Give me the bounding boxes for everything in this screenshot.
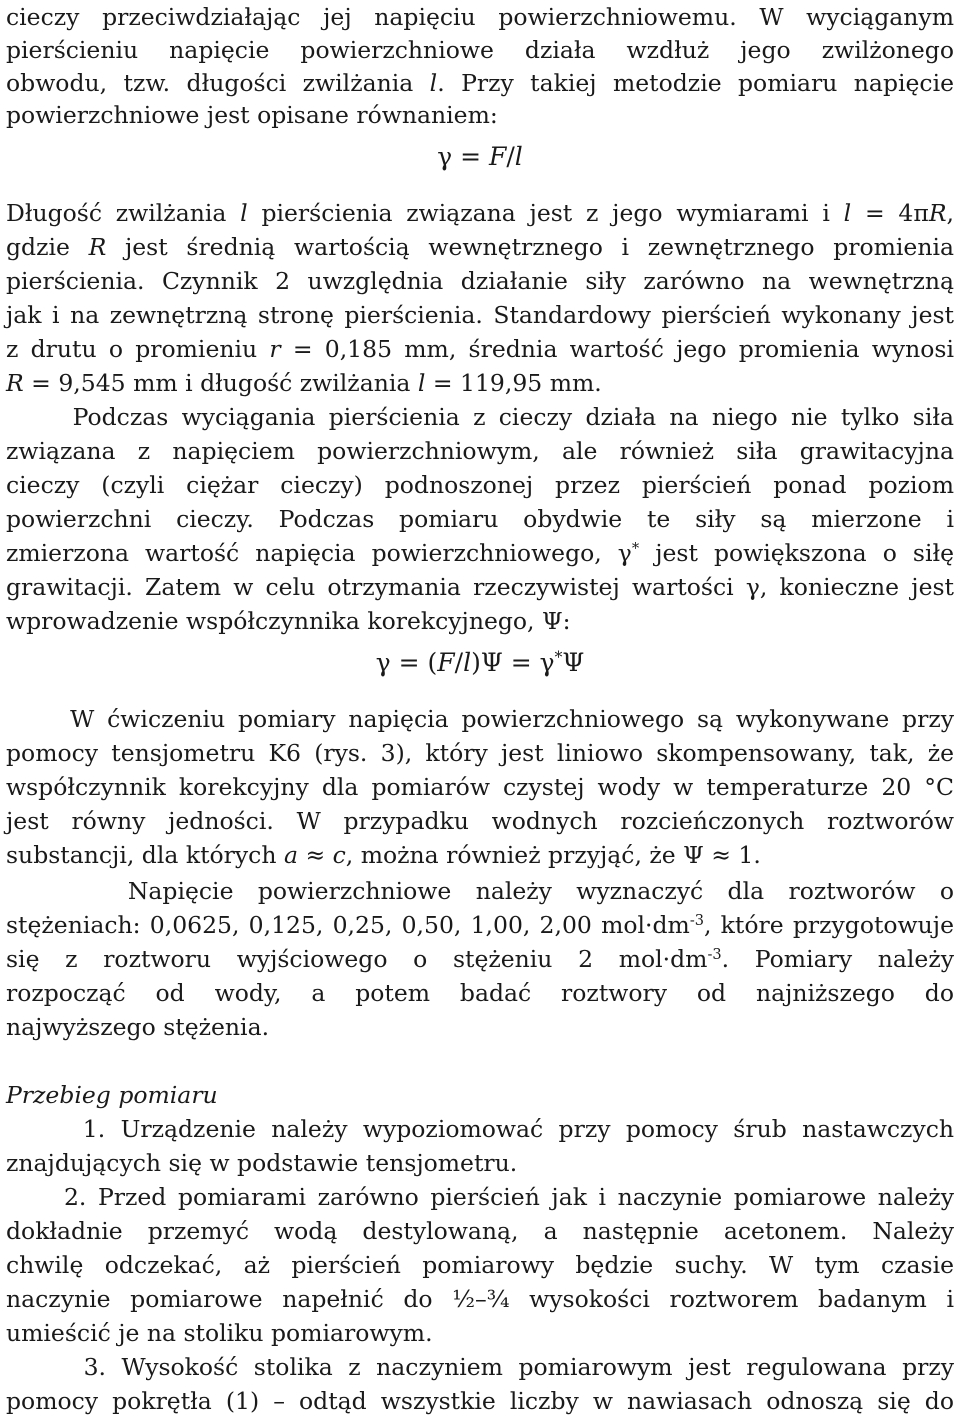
text-line: obwodu, tzw. długości zwilżania l. Przy takiej metodzie pomiaru napięcie <box>6 69 954 97</box>
text-line: znajdujących się w podstawie tensjometru. <box>6 1149 518 1177</box>
equation: γ = F/l <box>437 142 523 171</box>
text-line: z drutu o promieniu r = 0,185 mm, średnia wartość jego promienia wynosi <box>6 335 954 363</box>
text-line: powierzchniowe jest opisane równaniem: <box>6 101 498 129</box>
text-line: Długość zwilżania l pierścienia związana jest z jego wymiarami i l = 4πR, <box>6 199 954 227</box>
text-line: powierzchni cieczy. Podczas pomiaru obydwie te siły są mierzone i <box>6 505 954 533</box>
text-line: pierścieniu napięcie powierzchniowe działa wzdłuż jego zwilżonego <box>6 36 954 64</box>
text-line: rozpocząć od wody, a potem badać roztwory od najniższego do <box>6 979 954 1007</box>
text-line: pierścienia. Czynnik 2 uwzględnia działanie siły zarówno na wewnętrzną <box>6 267 954 295</box>
text-line: chwilę odczekać, aż pierścień pomiarowy będzie suchy. W tym czasie <box>6 1251 954 1279</box>
text-line: 3. Wysokość stolika z naczyniem pomiarowym jest regulowana przy <box>6 1353 954 1381</box>
text-line: najwyższego stężenia. <box>6 1013 270 1041</box>
text-line: naczynie pomiarowe napełnić do ½–¾ wysokości roztworem badanym i <box>6 1285 954 1313</box>
text-line: W ćwiczeniu pomiary napięcia powierzchniowego są wykonywane przy <box>6 705 954 733</box>
text-line: pomocy pokrętła (1) – odtąd wszystkie liczby w nawiasach odnoszą się do <box>6 1387 954 1415</box>
text-line: umieścić je na stoliku pomiarowym. <box>6 1319 433 1347</box>
text-line: R = 9,545 mm i długość zwilżania l = 119,95 mm. <box>6 369 602 397</box>
text-line: gdzie R jest średnią wartością wewnętrznego i zewnętrznego promienia <box>6 233 954 261</box>
text-line: jak i na zewnętrzną stronę pierścienia. Standardowy pierścień wykonany jest <box>6 301 954 329</box>
text-line: 1. Urządzenie należy wypoziomować przy pomocy śrub nastawczych <box>6 1115 954 1143</box>
text-line: współczynnik korekcyjny dla pomiarów czystej wody w temperaturze 20 °C <box>6 773 954 801</box>
text-line: grawitacji. Zatem w celu otrzymania rzeczywistej wartości γ, konieczne jest <box>6 573 954 601</box>
text-line: 2. Przed pomiarami zarówno pierścień jak i naczynie pomiarowe należy <box>6 1183 954 1211</box>
text-line: wprowadzenie współczynnika korekcyjnego, Ψ: <box>6 607 571 635</box>
text-line: się z roztworu wyjściowego o stężeniu 2 $mol\cdot dm^{-3}$. Pomiary należy <box>6 945 954 973</box>
text-line: związana z napięciem powierzchniowym, ale również siła grawitacyjna <box>6 437 954 465</box>
section-heading: Przebieg pomiaru <box>6 1081 218 1109</box>
text-line: Napięcie powierzchniowe należy wyznaczyć dla roztworów o <box>6 877 954 905</box>
text-line: substancji, dla których a ≈ c, można również przyjąć, że Ψ ≈ 1. <box>6 841 761 869</box>
text-line: stężeniach: 0,0625, 0,125, 0,25, 0,50, 1,00, 2,00 $mol\cdot dm^{-3}$, które przygotowuje <box>6 911 955 939</box>
text-line: Podczas wyciągania pierścienia z cieczy działa na niego nie tylko siła <box>6 403 954 431</box>
text-line: cieczy przeciwdziałając jej napięciu powierzchniowemu. W wyciąganym <box>6 3 954 31</box>
equation: γ = (F/l)Ψ = γ*Ψ <box>375 648 585 677</box>
text-line: zmierzona wartość napięcia powierzchniowego, γ* jest powiększona o siłę <box>6 539 954 567</box>
text-line: cieczy (czyli ciężar cieczy) podnoszonej przez pierścień ponad poziom <box>6 471 954 499</box>
text-line: jest równy jedności. W przypadku wodnych rozcieńczonych roztworów <box>6 807 954 835</box>
text-line: pomocy tensjometru K6 (rys. 3), który jest liniowo skompensowany, tak, że <box>6 739 954 767</box>
text-line: dokładnie przemyć wodą destylowaną, a następnie acetonem. Należy <box>6 1217 954 1245</box>
